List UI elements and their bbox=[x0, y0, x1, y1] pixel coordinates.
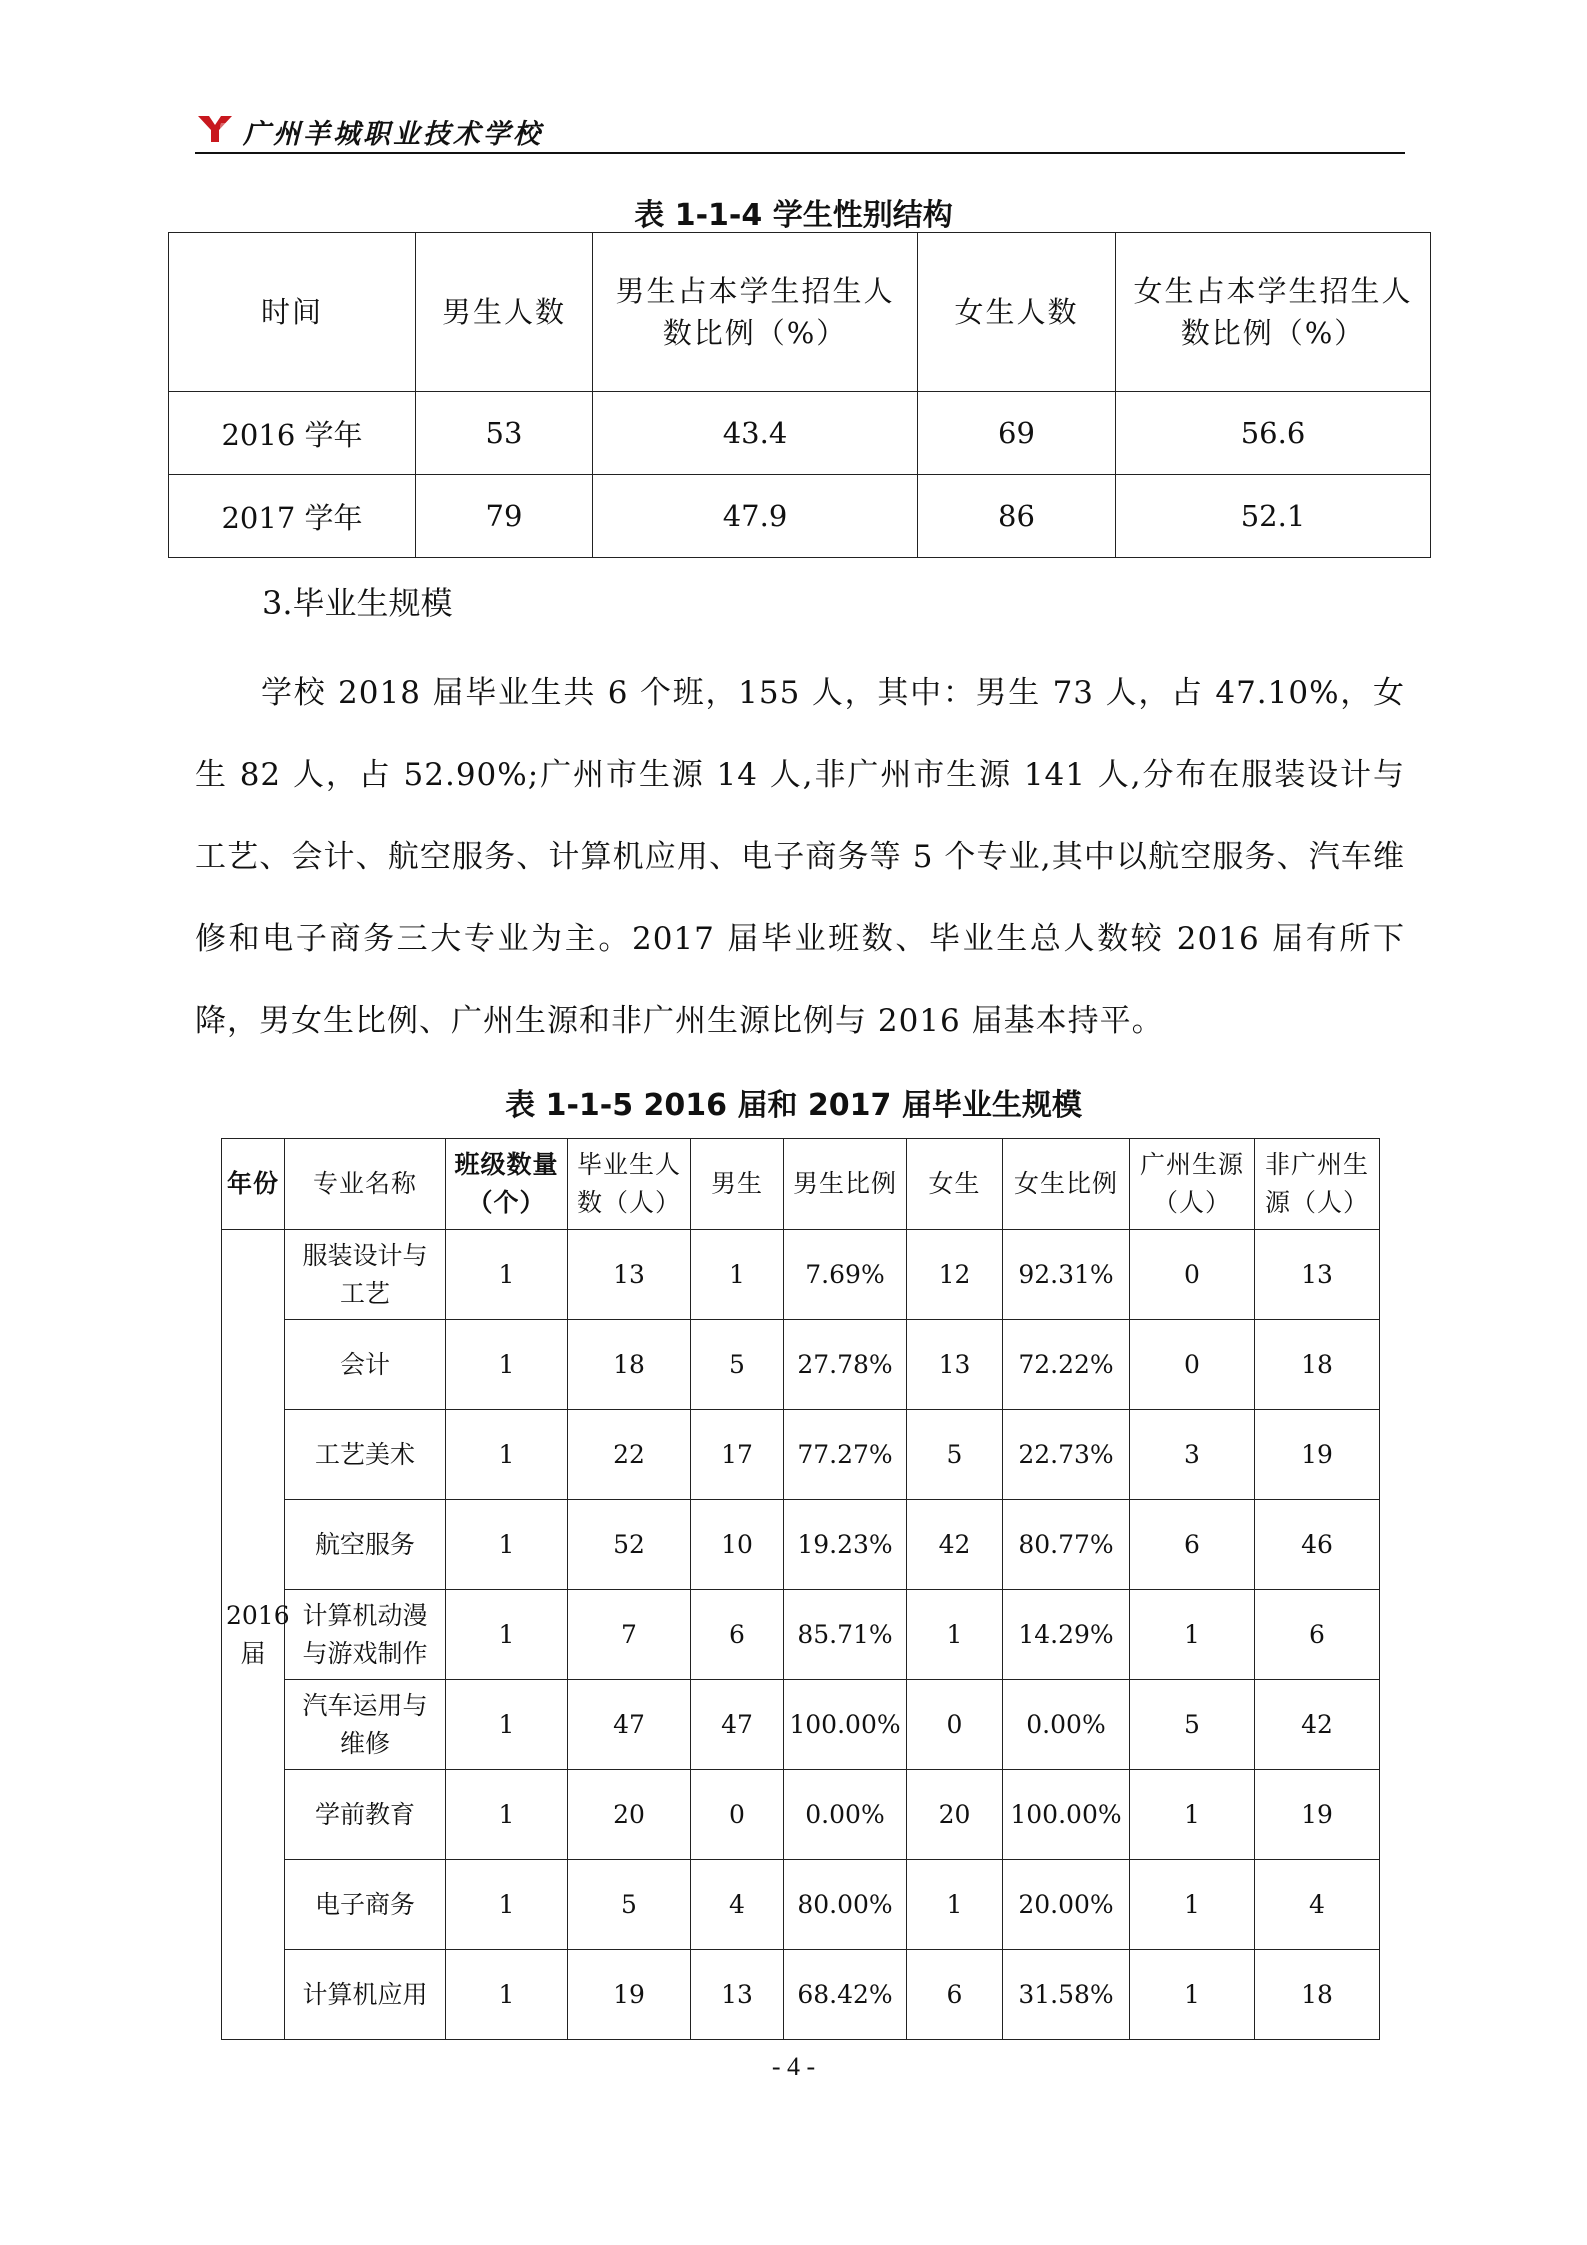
table-row bbox=[222, 1500, 1380, 1590]
table-cell: 43.4 bbox=[593, 392, 918, 475]
table-cell: 19 bbox=[568, 1950, 691, 2040]
table-row bbox=[222, 1860, 1380, 1950]
table-cell: 1 bbox=[1130, 1770, 1255, 1860]
gender-structure-table bbox=[168, 232, 1431, 558]
table-cell: 77.27% bbox=[784, 1410, 907, 1500]
header-cell: 男生人数 bbox=[416, 233, 593, 392]
table-row bbox=[222, 1320, 1380, 1410]
table-cell: 汽车运用与维修 bbox=[285, 1680, 446, 1770]
table-cell: 68.42% bbox=[784, 1950, 907, 2040]
table-cell: 46 bbox=[1255, 1500, 1380, 1590]
header-cell: 女生 bbox=[907, 1139, 1003, 1230]
table-cell: 53 bbox=[416, 392, 593, 475]
table-cell: 19.23% bbox=[784, 1500, 907, 1590]
table-cell: 47 bbox=[691, 1680, 784, 1770]
table-cell: 19 bbox=[1255, 1410, 1380, 1500]
table-row bbox=[222, 1590, 1380, 1680]
table-cell: 100.00% bbox=[784, 1680, 907, 1770]
table-row bbox=[222, 1410, 1380, 1500]
table-cell: 1 bbox=[446, 1950, 568, 2040]
table-cell: 1 bbox=[446, 1410, 568, 1500]
page-number: - 4 - bbox=[771, 2052, 816, 2081]
table-cell: 17 bbox=[691, 1410, 784, 1500]
table-cell: 0.00% bbox=[784, 1770, 907, 1860]
table-cell: 47.9 bbox=[593, 475, 918, 558]
table-cell: 4 bbox=[691, 1860, 784, 1950]
table-cell: 31.58% bbox=[1003, 1950, 1130, 2040]
header-cell: 班级数量（个） bbox=[446, 1139, 568, 1230]
table-cell: 20 bbox=[907, 1770, 1003, 1860]
header-cell: 广州生源（人） bbox=[1130, 1139, 1255, 1230]
table-cell: 47 bbox=[568, 1680, 691, 1770]
table-row bbox=[169, 392, 1431, 475]
table-cell: 1 bbox=[446, 1500, 568, 1590]
table-cell: 72.22% bbox=[1003, 1320, 1130, 1410]
table-row bbox=[222, 1230, 1380, 1320]
table-cell: 航空服务 bbox=[285, 1500, 446, 1590]
table-cell: 1 bbox=[446, 1860, 568, 1950]
table-cell: 42 bbox=[1255, 1680, 1380, 1770]
table-cell: 7 bbox=[568, 1590, 691, 1680]
table-cell: 18 bbox=[1255, 1950, 1380, 2040]
table-cell: 79 bbox=[416, 475, 593, 558]
table-cell: 80.00% bbox=[784, 1860, 907, 1950]
table-row bbox=[222, 1770, 1380, 1860]
graduate-scale-table bbox=[221, 1138, 1380, 2040]
table-row bbox=[222, 1680, 1380, 1770]
table-cell: 85.71% bbox=[784, 1590, 907, 1680]
table-cell: 2017 学年 bbox=[169, 475, 416, 558]
table-header-row bbox=[222, 1139, 1380, 1230]
header-cell: 女生比例 bbox=[1003, 1139, 1130, 1230]
table-cell: 会计 bbox=[285, 1320, 446, 1410]
year-cell: 2016 届 bbox=[222, 1230, 285, 2040]
table-cell: 计算机动漫与游戏制作 bbox=[285, 1590, 446, 1680]
table-cell: 7.69% bbox=[784, 1230, 907, 1320]
table-cell: 10 bbox=[691, 1500, 784, 1590]
table-cell: 工艺美术 bbox=[285, 1410, 446, 1500]
header-cell: 女生占本学生招生人数比例（%） bbox=[1116, 233, 1431, 392]
table-cell: 0 bbox=[1130, 1230, 1255, 1320]
table-cell: 电子商务 bbox=[285, 1860, 446, 1950]
header-cell: 非广州生源（人） bbox=[1255, 1139, 1380, 1230]
table5-title: 表 1-1-5 2016 届和 2017 届毕业生规模 bbox=[505, 1088, 1082, 1123]
table-header-row bbox=[169, 233, 1431, 392]
table-cell: 5 bbox=[691, 1320, 784, 1410]
table-cell: 1 bbox=[907, 1860, 1003, 1950]
table-cell: 2016 学年 bbox=[169, 392, 416, 475]
table-cell: 18 bbox=[1255, 1320, 1380, 1410]
table-cell: 1 bbox=[1130, 1590, 1255, 1680]
table-cell: 12 bbox=[907, 1230, 1003, 1320]
table-cell: 1 bbox=[446, 1230, 568, 1320]
header-cell: 毕业生人数（人） bbox=[568, 1139, 691, 1230]
table-cell: 0 bbox=[691, 1770, 784, 1860]
header-cell: 专业名称 bbox=[285, 1139, 446, 1230]
table-cell: 0.00% bbox=[1003, 1680, 1130, 1770]
table-cell: 20 bbox=[568, 1770, 691, 1860]
header-cell: 男生占本学生招生人数比例（%） bbox=[593, 233, 918, 392]
table-cell: 服装设计与工艺 bbox=[285, 1230, 446, 1320]
table-cell: 1 bbox=[1130, 1950, 1255, 2040]
table4-title: 表 1-1-4 学生性别结构 bbox=[634, 198, 953, 233]
header-cell: 女生人数 bbox=[918, 233, 1116, 392]
table-cell: 学前教育 bbox=[285, 1770, 446, 1860]
table-cell: 0 bbox=[907, 1680, 1003, 1770]
table-cell: 6 bbox=[907, 1950, 1003, 2040]
header-cell: 男生 bbox=[691, 1139, 784, 1230]
table-cell: 1 bbox=[1130, 1860, 1255, 1950]
table-cell: 14.29% bbox=[1003, 1590, 1130, 1680]
header-cell: 时间 bbox=[169, 233, 416, 392]
table-cell: 5 bbox=[1130, 1680, 1255, 1770]
table-cell: 6 bbox=[691, 1590, 784, 1680]
page-header bbox=[195, 108, 1405, 154]
table-cell: 86 bbox=[918, 475, 1116, 558]
school-name: 广州羊城职业技术学校 bbox=[243, 119, 543, 150]
table-cell: 5 bbox=[568, 1860, 691, 1950]
table-cell: 0 bbox=[1130, 1320, 1255, 1410]
table-cell: 1 bbox=[446, 1770, 568, 1860]
table-cell: 计算机应用 bbox=[285, 1950, 446, 2040]
table-cell: 69 bbox=[918, 392, 1116, 475]
table-cell: 27.78% bbox=[784, 1320, 907, 1410]
table-cell: 1 bbox=[446, 1590, 568, 1680]
body-paragraph: 学校 2018 届毕业生共 6 个班，155 人，其中：男生 73 人，占 47.10%，女生 82 人，占 52.90%;广州市生源 14 人,非广州市生源 141 人,分布在服装设计与工艺、会计、航空服务、计算机应用、电子商务等 5 个专业,其中以航空服务、汽车维修和电子商务三大专业为主。2017 届毕业班数、毕业生总人数较 2016 届有所下降，男女生比例、广州生源和非广州生源比例与 2016 届基本持平。 bbox=[195, 675, 1405, 1039]
table-cell: 80.77% bbox=[1003, 1500, 1130, 1590]
table-cell: 22 bbox=[568, 1410, 691, 1500]
table-cell: 18 bbox=[568, 1320, 691, 1410]
table-cell: 22.73% bbox=[1003, 1410, 1130, 1500]
table-cell: 52 bbox=[568, 1500, 691, 1590]
table-cell: 13 bbox=[691, 1950, 784, 2040]
table-cell: 13 bbox=[1255, 1230, 1380, 1320]
header-cell: 年份 bbox=[222, 1139, 285, 1230]
table-cell: 92.31% bbox=[1003, 1230, 1130, 1320]
school-logo-icon bbox=[197, 114, 233, 144]
table-cell: 1 bbox=[907, 1590, 1003, 1680]
table-cell: 19 bbox=[1255, 1770, 1380, 1860]
table-cell: 20.00% bbox=[1003, 1860, 1130, 1950]
header-cell: 男生比例 bbox=[784, 1139, 907, 1230]
table-cell: 1 bbox=[691, 1230, 784, 1320]
table-cell: 1 bbox=[446, 1320, 568, 1410]
table-cell: 6 bbox=[1255, 1590, 1380, 1680]
table-row bbox=[169, 475, 1431, 558]
table-cell: 4 bbox=[1255, 1860, 1380, 1950]
table-cell: 52.1 bbox=[1116, 475, 1431, 558]
table-cell: 56.6 bbox=[1116, 392, 1431, 475]
section-heading: 3.毕业生规模 bbox=[262, 584, 453, 622]
table-cell: 5 bbox=[907, 1410, 1003, 1500]
table-cell: 3 bbox=[1130, 1410, 1255, 1500]
table-cell: 13 bbox=[568, 1230, 691, 1320]
table-row bbox=[222, 1950, 1380, 2040]
table-cell: 100.00% bbox=[1003, 1770, 1130, 1860]
table-cell: 42 bbox=[907, 1500, 1003, 1590]
table-cell: 6 bbox=[1130, 1500, 1255, 1590]
table-cell: 1 bbox=[446, 1680, 568, 1770]
table-cell: 13 bbox=[907, 1320, 1003, 1410]
